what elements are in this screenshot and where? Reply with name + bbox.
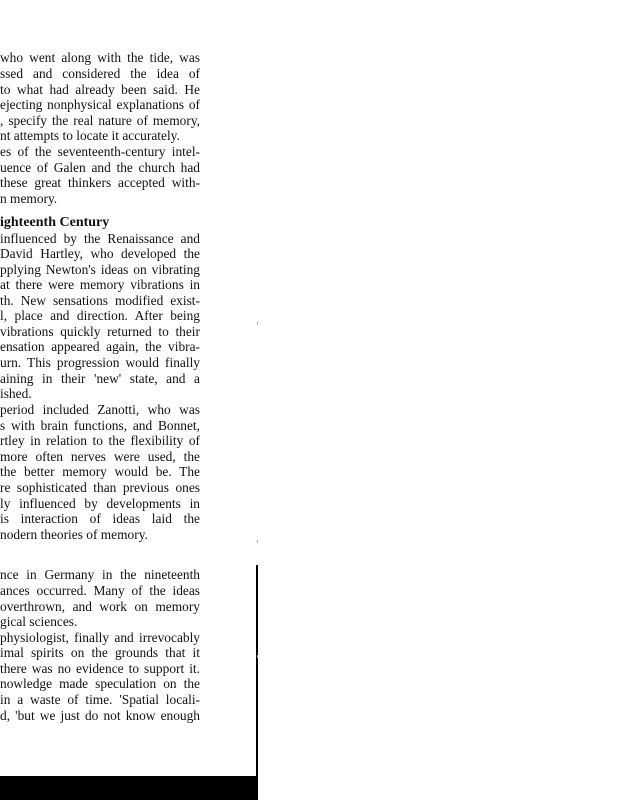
text-line: imal spirits on the grounds that it <box>0 645 200 660</box>
text-line: s with brain functions, and Bonnet, <box>0 418 200 433</box>
text-line: ly influenced by developments in <box>0 496 200 511</box>
text-line: l, place and direction. After being <box>0 308 200 323</box>
text-line: the better memory would be. The <box>0 464 200 479</box>
text-line: these great thinkers accepted with- <box>0 175 200 190</box>
text-line: nowledge made speculation on the <box>0 676 200 691</box>
text-line: ances occurred. Many of the ideas <box>0 583 200 598</box>
text-line: ssed and considered the idea of <box>0 66 200 81</box>
scan-speck <box>257 655 258 658</box>
text-line: n memory. <box>0 191 58 206</box>
page-gutter-shadow <box>256 565 258 800</box>
text-line: to what had already been said. He <box>0 82 200 97</box>
text-line: ejecting nonphysical explanations of <box>0 97 200 112</box>
text-line: nt attempts to locate it accurately. <box>0 128 180 143</box>
text-line: there was no evidence to support it. <box>0 661 200 676</box>
scan-speck <box>257 540 258 543</box>
text-line: gical sciences. <box>0 614 78 629</box>
text-line: physiologist, finally and irrevocably <box>0 630 200 645</box>
text-line: nce in Germany in the nineteenth <box>0 567 200 582</box>
scan-edge-shadow <box>0 776 258 800</box>
text-line: pplying Newton's ideas on vibrating <box>0 262 200 277</box>
text-line: overthrown, and work on memory <box>0 599 200 614</box>
text-line: urn. This progression would finally <box>0 355 200 370</box>
text-line: aining in their 'new' state, and a <box>0 371 200 386</box>
text-line: uence of Galen and the church had <box>0 160 200 175</box>
text-line: ished. <box>0 386 32 401</box>
text-line: period included Zanotti, who was <box>0 402 200 417</box>
text-line: th. New sensations modified exist- <box>0 293 200 308</box>
text-line: nodern theories of memory. <box>0 527 148 542</box>
text-line: David Hartley, who developed the <box>0 246 200 261</box>
text-line: es of the seventeenth-century intel- <box>0 144 200 159</box>
text-line: more often nerves were used, the <box>0 449 200 464</box>
text-line: d, 'but we just do not know enough <box>0 708 200 723</box>
section-heading: ighteenth Century <box>0 215 110 230</box>
text-line: who went along with the tide, was <box>0 50 200 65</box>
text-line: rtley in relation to the flexibility of <box>0 433 200 448</box>
text-line: influenced by the Renaissance and <box>0 231 200 246</box>
text-line: , specify the real nature of memory, <box>0 113 200 128</box>
text-line: ensation appeared again, the vibra- <box>0 339 200 354</box>
text-line: vibrations quickly returned to their <box>0 324 200 339</box>
text-line: in a waste of time. 'Spatial locali- <box>0 692 200 707</box>
text-line: is interaction of ideas laid the <box>0 511 200 526</box>
text-line: at there were memory vibrations in <box>0 277 200 292</box>
scan-speck <box>257 322 258 325</box>
text-line: re sophisticated than previous ones <box>0 480 200 495</box>
